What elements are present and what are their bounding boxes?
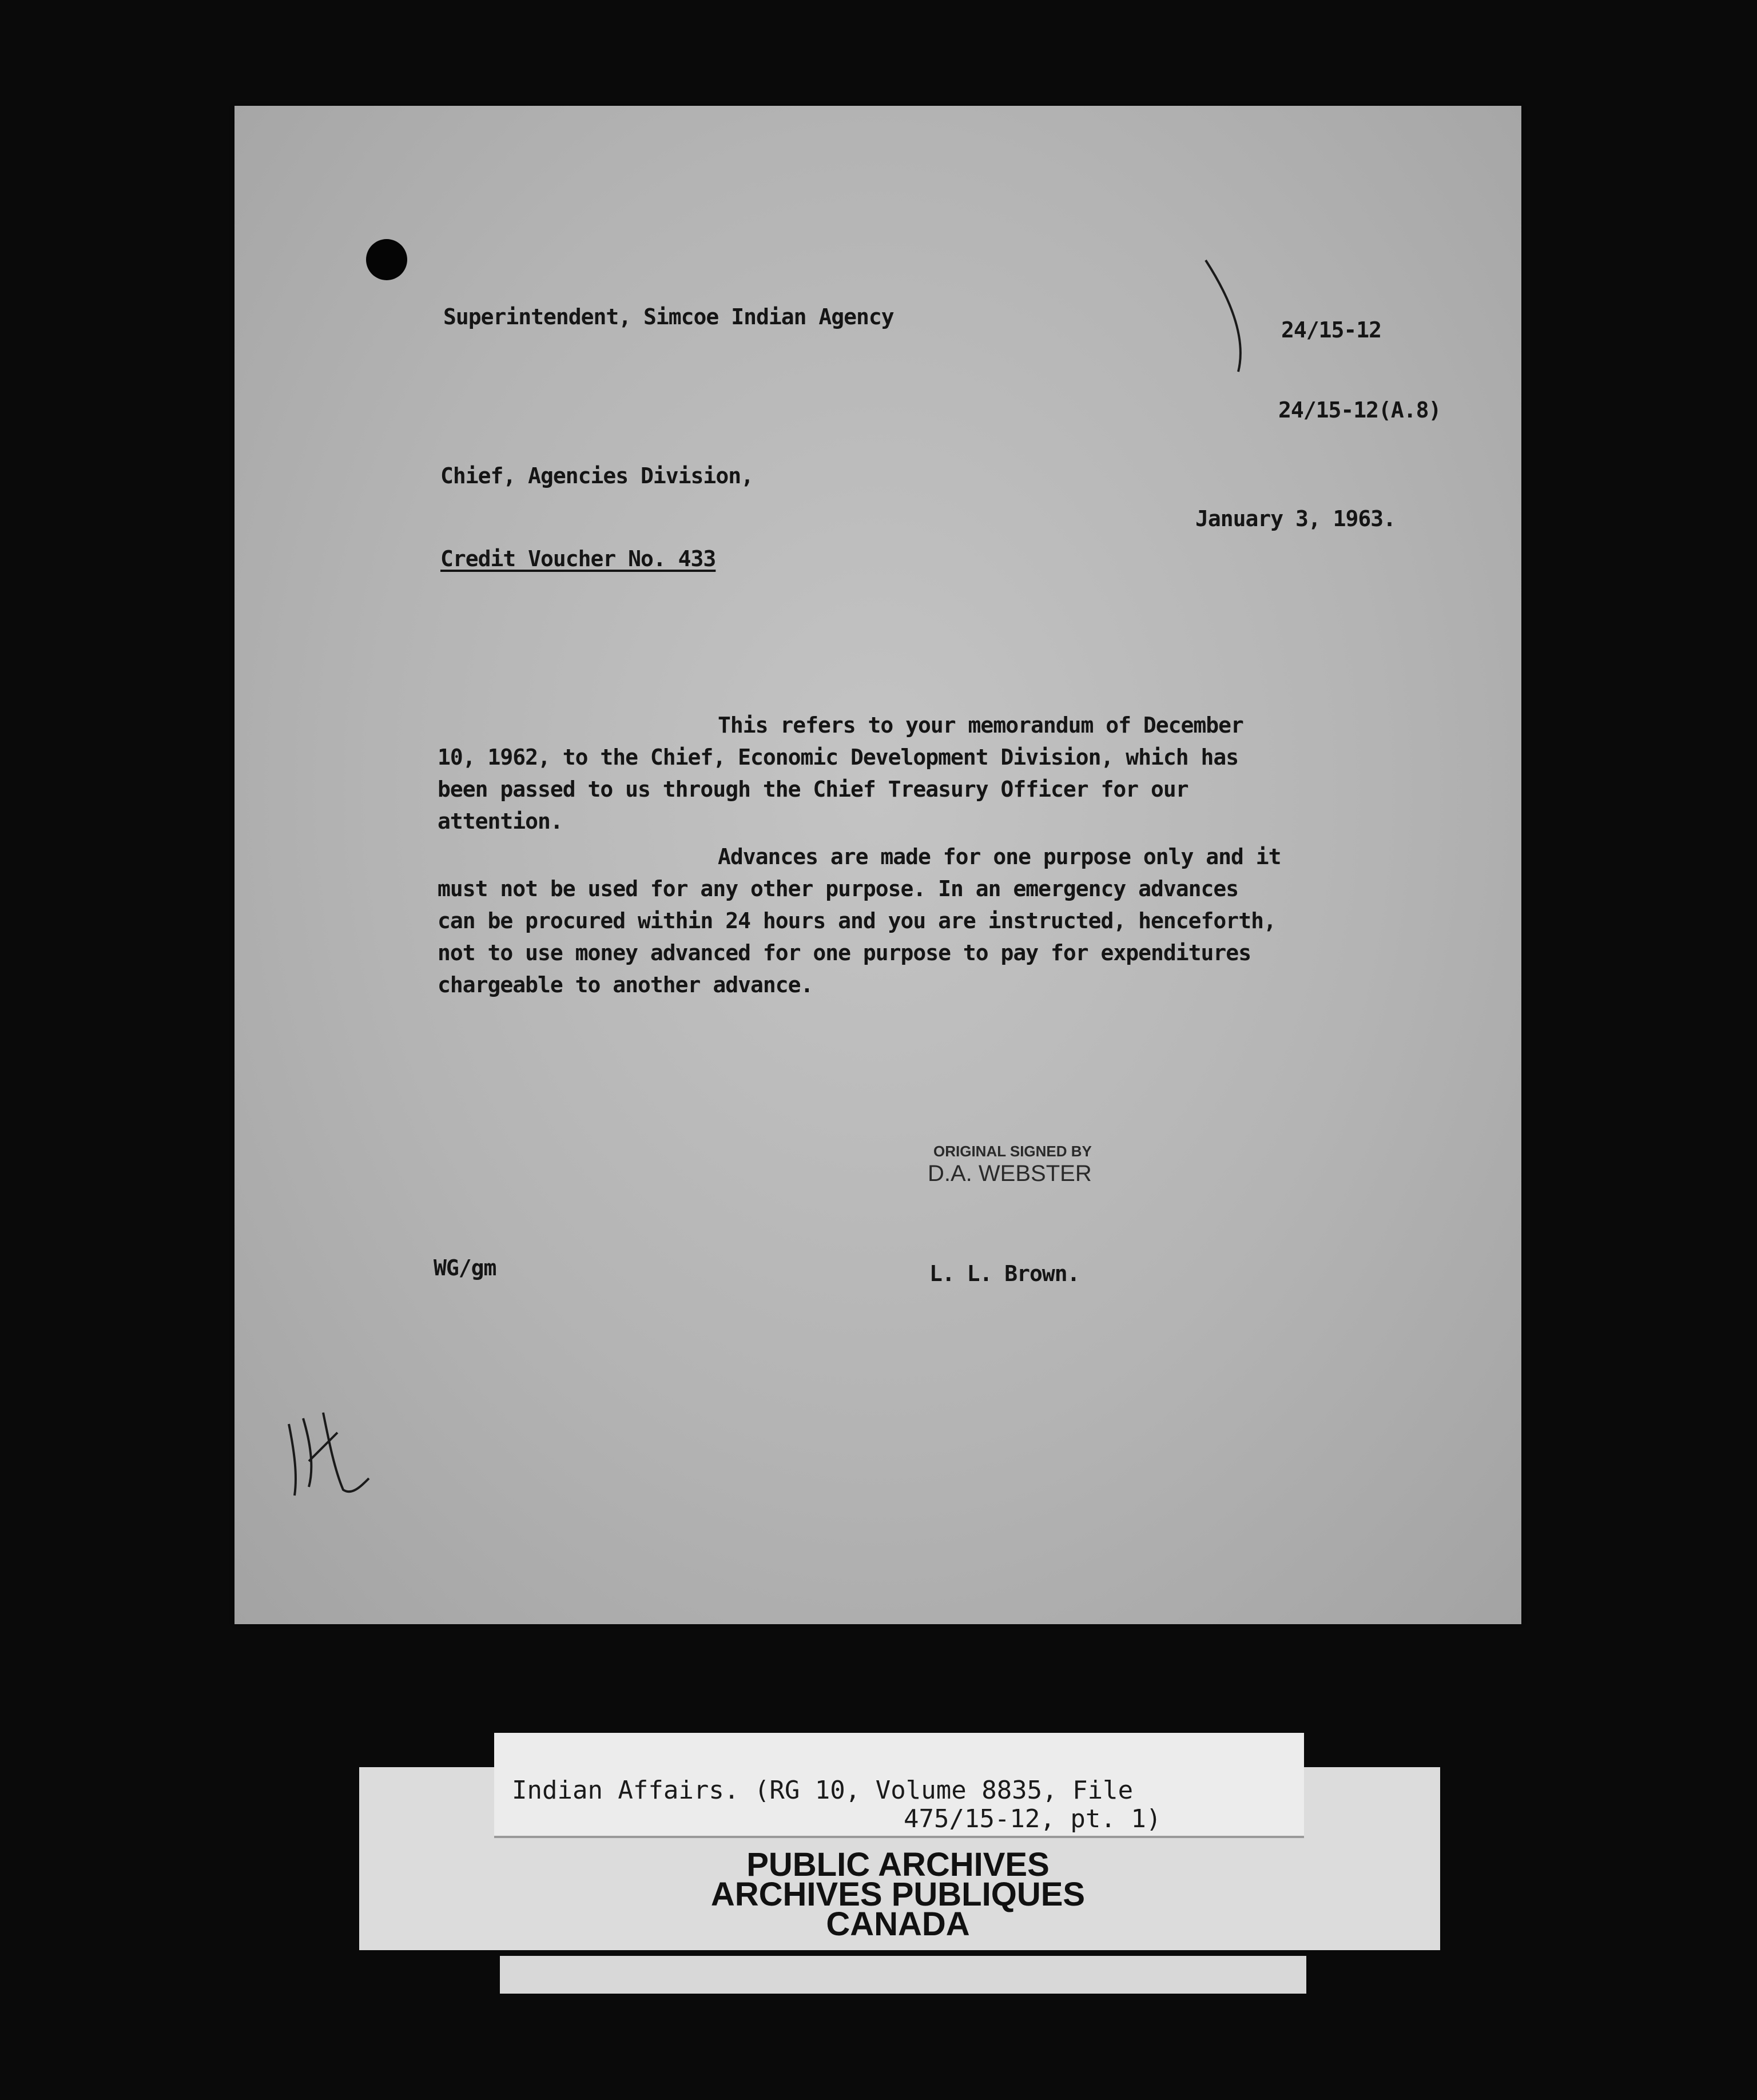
signature-stamp-line-1: ORIGINAL SIGNED BY (933, 1143, 1092, 1160)
archives-line-2: ARCHIVES PUBLIQUES (710, 1876, 1086, 1913)
signatory-name: L. L. Brown. (929, 1261, 1080, 1286)
paragraph-2-line-1: Advances are made for one purpose only and it (718, 844, 1281, 869)
file-reference-2: 24/15-12(A.8) (1278, 397, 1441, 423)
citation-line-2: 475/15-12, pt. 1) (904, 1804, 1162, 1833)
paragraph-2-line-5: chargeable to another advance. (438, 972, 813, 997)
archives-stamp (629, 1846, 1167, 1943)
paragraph-2-line-4: not to use money advanced for one purpose to pay for expenditures (438, 940, 1251, 965)
archives-line-3: CANADA (826, 1906, 970, 1943)
file-reference-1: 24/15-12 (1281, 317, 1382, 343)
subject-line: Credit Voucher No. 433 (440, 546, 716, 571)
recipient-line: Superintendent, Simcoe Indian Agency (443, 304, 894, 329)
paragraph-1-line-1: This refers to your memorandum of December (718, 713, 1243, 738)
paragraph-2-line-3: can be procured within 24 hours and you are instructed, henceforth, (438, 908, 1276, 933)
paragraph-2-line-2: must not be used for any other purpose. In an emergency advances (438, 876, 1239, 901)
paragraph-1-line-2: 10, 1962, to the Chief, Economic Development Division, which has (438, 745, 1239, 770)
paragraph-1 (438, 709, 1243, 837)
signature-stamp-line-2: D.A. WEBSTER (928, 1161, 1092, 1186)
letter-date: January 3, 1963. (1195, 506, 1396, 531)
sender-line: Chief, Agencies Division, (440, 463, 753, 488)
archives-line-1: PUBLIC ARCHIVES (746, 1846, 1050, 1883)
paragraph-2 (438, 841, 1281, 1001)
paragraph-1-line-4: attention. (438, 809, 563, 834)
paragraph-1-line-3: been passed to us through the Chief Treasury Officer for our (438, 777, 1188, 802)
label-bottom-strip (500, 1956, 1306, 1994)
citation-line-1: Indian Affairs. (RG 10, Volume 8835, File (512, 1776, 1134, 1805)
typist-initials: WG/gm (434, 1255, 496, 1280)
